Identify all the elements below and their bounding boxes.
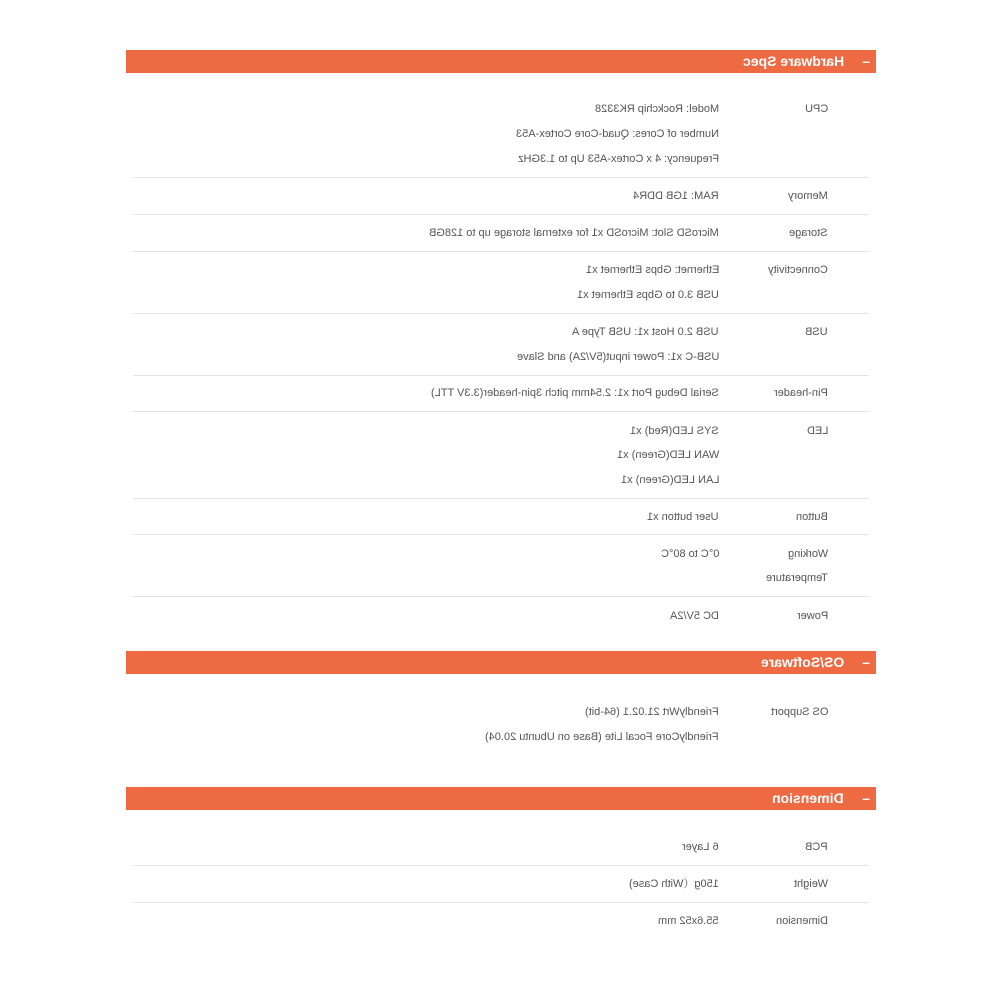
hardware-spec-title: Hardware Spec <box>742 53 844 69</box>
os-software-header[interactable] <box>126 651 876 674</box>
row-divider <box>133 177 869 178</box>
button-label: Button <box>796 511 828 523</box>
cpu-value-cores: Number of Cores: Quad-Core Cortex-A53 <box>516 128 719 140</box>
storage-label: Storage <box>789 227 828 239</box>
row-divider <box>133 902 869 903</box>
pinheader-label: Pin-header <box>774 387 828 399</box>
os-support-label: OS Support <box>770 706 828 718</box>
weight-value: 150g（With Case) <box>629 878 719 890</box>
usb-value-host: USB 2.0 Host x1: USB Type A <box>572 326 719 338</box>
connectivity-value-usb-ethernet: USB 3.0 to Gbps Ethernet x1 <box>577 289 719 301</box>
cpu-label: CPU <box>804 103 828 115</box>
storage-value: MicroSD Slot: MicroSD x1 for external storage up to 128GB <box>429 227 719 239</box>
temperature-label-line1: Working <box>787 548 828 560</box>
usb-label: USB <box>805 326 828 338</box>
row-divider <box>133 534 869 535</box>
dimension-value: 55.6x52 mm <box>658 915 719 927</box>
row-divider <box>133 251 869 252</box>
pcb-label: PCB <box>805 841 828 853</box>
led-label: LED <box>806 425 828 437</box>
memory-label: Memory <box>788 190 828 202</box>
led-value-lan: LAN LED(Green) x1 <box>620 474 719 486</box>
temperature-label-line2: Temperature <box>766 572 828 584</box>
led-value-sys: SYS LED(Red) x1 <box>630 425 719 437</box>
power-value: DC 5V/2A <box>670 610 719 622</box>
connectivity-value-ethernet: Ethernet: Gbps Ethernet x1 <box>585 264 719 276</box>
dimension-label: Dimension <box>776 915 828 927</box>
temperature-value: 0°C to 80°C <box>660 548 719 560</box>
pcb-value: 6 Layer <box>682 841 719 853</box>
led-value-wan: WAN LED(Green) x1 <box>616 449 719 461</box>
row-divider <box>133 313 869 314</box>
cpu-value-frequency: Frequency: 4 x Cortex-A53 Up to 1.3GHz <box>517 153 719 165</box>
collapse-icon[interactable]: – <box>862 790 870 806</box>
row-divider <box>133 411 869 412</box>
dimension-title: Dimension <box>772 790 844 806</box>
memory-value: RAM: 1GB DDR4 <box>633 190 719 202</box>
hardware-spec-header[interactable] <box>126 50 876 73</box>
os-support-value-friendlywrt: FriendlyWrt 21.02.1 (64-bit) <box>585 706 719 718</box>
power-label: Power <box>796 610 828 622</box>
collapse-icon[interactable]: – <box>862 53 870 69</box>
row-divider <box>133 498 869 499</box>
row-divider <box>133 214 869 215</box>
row-divider <box>133 596 869 597</box>
connectivity-label: Connectivity <box>768 264 828 276</box>
os-software-title: OS/Software <box>760 654 844 670</box>
cpu-value-model: Model: Rockchip RK3328 <box>594 103 719 115</box>
row-divider <box>133 375 869 376</box>
collapse-icon[interactable]: – <box>862 654 870 670</box>
usb-value-usbc: USB-C x1: Power input(5V/2A) and Slave <box>516 351 719 363</box>
button-value: User button x1 <box>647 511 719 523</box>
row-divider <box>133 865 869 866</box>
pinheader-value: Serial Debug Port x1: 2.54mm pitch 3pin-header(3.3V TTL) <box>431 387 719 399</box>
dimension-header[interactable] <box>126 787 876 810</box>
weight-label: Weight <box>793 878 828 890</box>
os-support-value-friendlycore: FriendlyCore Focal Lite (Base on Ubuntu 20.04) <box>485 731 719 743</box>
